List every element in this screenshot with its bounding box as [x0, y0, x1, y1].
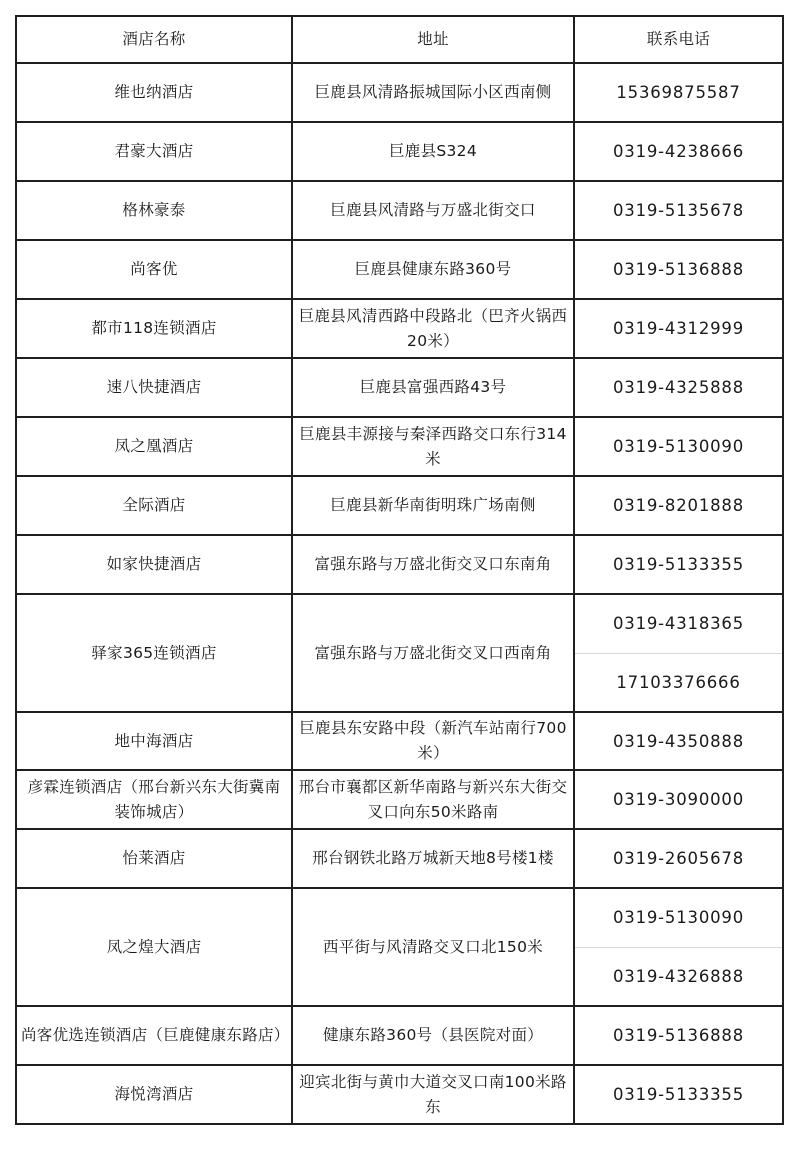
hotel-name-cell: 格林豪泰	[16, 181, 292, 240]
address-cell: 巨鹿县风清路振城国际小区西南侧	[292, 63, 574, 122]
phone-cell: 0319-8201888	[574, 476, 783, 535]
phone-cell: 0319-5133355	[574, 1065, 783, 1124]
hotel-name-cell: 地中海酒店	[16, 712, 292, 770]
address-cell: 巨鹿县风清西路中段路北（巴齐火锅西20米）	[292, 299, 574, 358]
hotel-name-cell: 凤之煌大酒店	[16, 888, 292, 1006]
table-row	[16, 476, 783, 535]
table-row	[16, 712, 783, 770]
phone-cell: 0319-4318365	[574, 594, 783, 653]
address-cell: 巨鹿县新华南街明珠广场南侧	[292, 476, 574, 535]
phone-cell: 0319-3090000	[574, 770, 783, 829]
table-row	[16, 1065, 783, 1124]
phone-cell: 15369875587	[574, 63, 783, 122]
address-cell: 巨鹿县S324	[292, 122, 574, 181]
address-cell: 富强东路与万盛北街交叉口西南角	[292, 594, 574, 712]
hotel-name-cell: 都市118连锁酒店	[16, 299, 292, 358]
address-cell: 西平街与风清路交叉口北150米	[292, 888, 574, 1006]
hotel-name-cell: 如家快捷酒店	[16, 535, 292, 594]
table-row	[16, 770, 783, 829]
address-cell: 邢台钢铁北路万城新天地8号楼1楼	[292, 829, 574, 888]
table-header-row	[16, 16, 783, 63]
header-hotel-name: 酒店名称	[16, 16, 292, 63]
table-row	[16, 594, 783, 653]
hotel-contact-table	[15, 15, 784, 1125]
address-cell: 巨鹿县丰源接与秦泽西路交口东行314米	[292, 417, 574, 476]
phone-cell: 0319-5135678	[574, 181, 783, 240]
hotel-name-cell: 全际酒店	[16, 476, 292, 535]
hotel-name-cell: 海悦湾酒店	[16, 1065, 292, 1124]
header-address: 地址	[292, 16, 574, 63]
address-cell: 健康东路360号（县医院对面）	[292, 1006, 574, 1065]
phone-cell: 17103376666	[574, 653, 783, 712]
hotel-name-cell: 尚客优选连锁酒店（巨鹿健康东路店）	[16, 1006, 292, 1065]
phone-cell: 0319-5133355	[574, 535, 783, 594]
table-row	[16, 299, 783, 358]
table-row	[16, 535, 783, 594]
hotel-name-cell: 彦霖连锁酒店（邢台新兴东大街冀南装饰城店）	[16, 770, 292, 829]
phone-cell: 0319-4350888	[574, 712, 783, 770]
table-row	[16, 829, 783, 888]
table-row	[16, 417, 783, 476]
table-row	[16, 358, 783, 417]
phone-cell: 0319-5130090	[574, 888, 783, 947]
address-cell: 巨鹿县东安路中段（新汽车站南行700米）	[292, 712, 574, 770]
hotel-name-cell: 尚客优	[16, 240, 292, 299]
address-cell: 富强东路与万盛北街交叉口东南角	[292, 535, 574, 594]
address-cell: 邢台市襄都区新华南路与新兴东大街交叉口向东50米路南	[292, 770, 574, 829]
phone-cell: 0319-4326888	[574, 947, 783, 1006]
phone-cell: 0319-5136888	[574, 1006, 783, 1065]
table-row	[16, 122, 783, 181]
phone-cell: 0319-4312999	[574, 299, 783, 358]
table-row	[16, 63, 783, 122]
table-row	[16, 888, 783, 947]
header-phone: 联系电话	[574, 16, 783, 63]
hotel-name-cell: 驿家365连锁酒店	[16, 594, 292, 712]
hotel-name-cell: 怡莱酒店	[16, 829, 292, 888]
table-row	[16, 240, 783, 299]
address-cell: 巨鹿县风清路与万盛北街交口	[292, 181, 574, 240]
hotel-name-cell: 凤之凰酒店	[16, 417, 292, 476]
phone-cell: 0319-4325888	[574, 358, 783, 417]
address-cell: 巨鹿县健康东路360号	[292, 240, 574, 299]
table-row	[16, 181, 783, 240]
phone-cell: 0319-5136888	[574, 240, 783, 299]
address-cell: 巨鹿县富强西路43号	[292, 358, 574, 417]
hotel-name-cell: 维也纳酒店	[16, 63, 292, 122]
hotel-name-cell: 君豪大酒店	[16, 122, 292, 181]
address-cell: 迎宾北街与黄巾大道交叉口南100米路东	[292, 1065, 574, 1124]
phone-cell: 0319-2605678	[574, 829, 783, 888]
phone-cell: 0319-5130090	[574, 417, 783, 476]
table-row	[16, 1006, 783, 1065]
hotel-name-cell: 速八快捷酒店	[16, 358, 292, 417]
phone-cell: 0319-4238666	[574, 122, 783, 181]
